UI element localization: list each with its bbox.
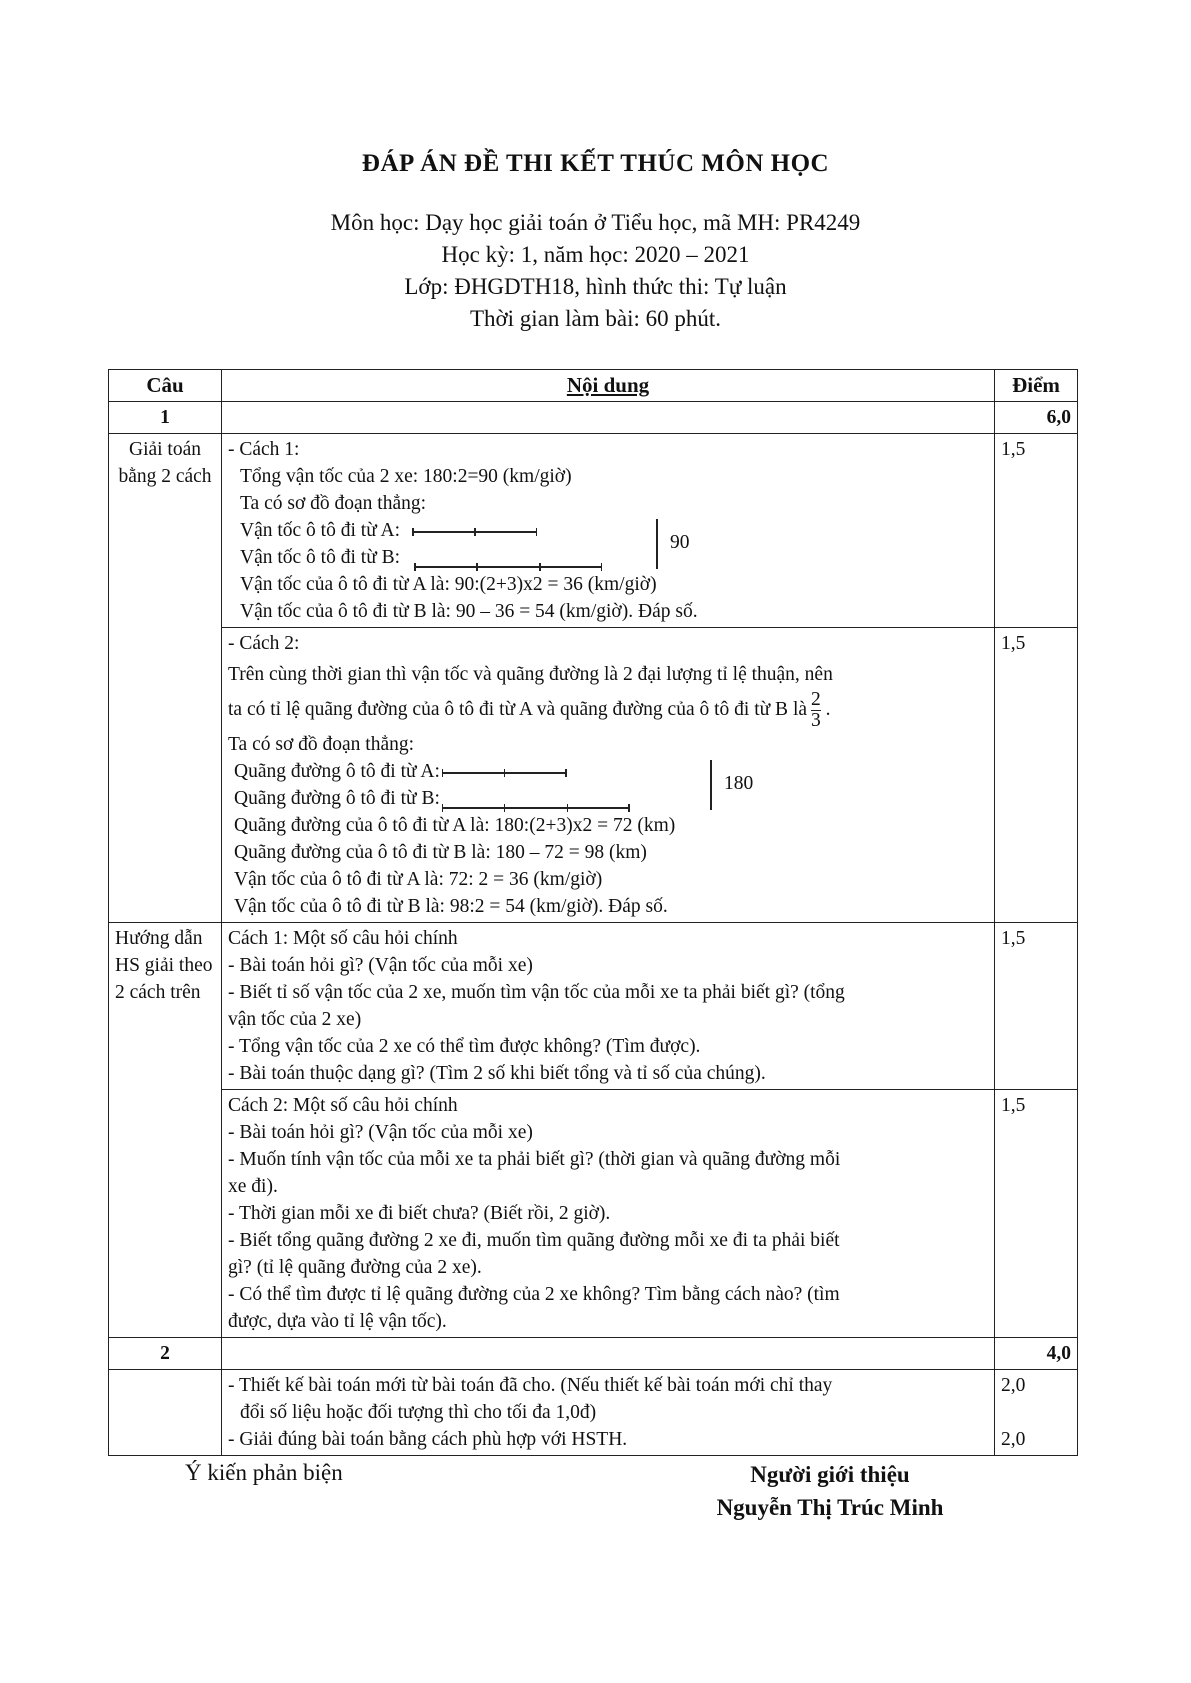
text-line: xe đi). bbox=[228, 1176, 278, 1197]
table-header-row bbox=[109, 370, 1078, 402]
text-line: Vận tốc của ô tô đi từ B là: 90 – 36 = 54 (km/giờ). Đáp số. bbox=[240, 601, 698, 622]
text-line: Quãng đường của ô tô đi từ B là: 180 – 72 = 98 (km) bbox=[234, 842, 647, 863]
text-line: Cách 1: Một số câu hỏi chính bbox=[228, 928, 458, 949]
segment-b bbox=[442, 807, 630, 809]
brace bbox=[704, 760, 712, 810]
content-cell bbox=[222, 434, 995, 628]
fraction-denominator: 3 bbox=[811, 710, 821, 731]
brace-total: 180 bbox=[724, 773, 754, 794]
text-line: đổi số liệu hoặc đối tượng thì cho tối đa 1,0đ) bbox=[240, 1402, 597, 1423]
question-number: 2 bbox=[109, 1338, 222, 1370]
text-line: - Thời gian mỗi xe đi biết chưa? (Biết rồi, 2 giờ). bbox=[228, 1203, 611, 1224]
brace-total: 90 bbox=[670, 532, 690, 553]
text-line: - Tổng vận tốc của 2 xe có thể tìm được không? (Tìm được). bbox=[228, 1036, 701, 1057]
row-score: 2,0 bbox=[1001, 1375, 1026, 1396]
text-line: - Biết tỉ số vận tốc của 2 xe, muốn tìm vận tốc của mỗi xe ta phải biết gì? (tổng bbox=[228, 982, 845, 1003]
semester-line: Học kỳ: 1, năm học: 2020 – 2021 bbox=[441, 242, 750, 267]
col-header-score: Điểm bbox=[995, 370, 1078, 402]
question-score: 6,0 bbox=[995, 402, 1078, 434]
table-row bbox=[109, 1338, 1078, 1370]
introducer-name: Nguyễn Thị Trúc Minh bbox=[716, 1495, 944, 1520]
segment-diagram bbox=[234, 758, 988, 812]
text-line: Vận tốc của ô tô đi từ B là: 98:2 = 54 (km/giờ). Đáp số. bbox=[234, 896, 668, 917]
text-line: gì? (tỉ lệ quãng đường của 2 xe). bbox=[228, 1257, 482, 1278]
text-line: - Bài toán thuộc dạng gì? (Tìm 2 số khi biết tổng và tỉ số của chúng). bbox=[228, 1063, 766, 1084]
text-line: - Bài toán hỏi gì? (Vận tốc của mỗi xe) bbox=[228, 1122, 533, 1143]
text-line: ta có tỉ lệ quãng đường của ô tô đi từ A và quãng đường của ô tô đi từ B là bbox=[228, 698, 808, 720]
segment-a bbox=[442, 772, 567, 774]
content-cell: - Cách 2: Trên cùng thời gian thì vận tốc và quãng đường là 2 đại lượng tỉ lệ thuận, nên ta có tỉ lệ quãng đường của ô tô đi từ A và quãng đường của ô tô đi từ B là $\frac{2}{3}$ . Ta có sơ đồ đoạn thẳng: Quãng đường ô tô đi từ A: Quãng đường ô tô đi từ B: 180 Quãng đường của ô tô đi từ A là: 180:(2+3)x2 = 72 (km) Quãng đường của ô tô đi từ B là: 180 – 72 = 98 (km) Vận tốc của ô tô đi từ A là: 72: 2 = 36 (km/giờ) Vận tốc của ô tô đi từ B là: 98:2 = 54 (km/giờ). Đáp số. bbox=[222, 628, 995, 923]
text-line: - Cách 1: bbox=[228, 439, 300, 460]
fraction-numerator: 2 bbox=[811, 689, 821, 710]
row-score: 1,5 bbox=[995, 628, 1078, 923]
text-line: Tổng vận tốc của 2 xe: 180:2=90 (km/giờ) bbox=[240, 466, 572, 487]
reviewer-label: Ý kiến phản biện bbox=[185, 1460, 343, 1485]
text-line: - Cách 2: bbox=[228, 633, 300, 654]
row-label: Hướng dẫn HS giải theo 2 cách trên bbox=[109, 923, 222, 1338]
class-line: Lớp: ĐHGDTH18, hình thức thi: Tự luận bbox=[404, 274, 787, 299]
text-line: Ta có sơ đồ đoạn thẳng: bbox=[228, 734, 415, 755]
content-cell bbox=[222, 923, 995, 1090]
subject-line: Môn học: Dạy học giải toán ở Tiểu học, mã MH: PR4249 bbox=[330, 210, 861, 235]
text-line: Quãng đường của ô tô đi từ A là: 180:(2+3)x2 = 72 (km) bbox=[234, 815, 676, 836]
question-number: 1 bbox=[109, 402, 222, 434]
row-score: 1,5 bbox=[995, 1090, 1078, 1338]
empty-cell bbox=[222, 1338, 995, 1370]
text-line: Vận tốc của ô tô đi từ A là: 90:(2+3)x2 = 36 (km/giờ) bbox=[240, 574, 657, 595]
row-score: 1,5 bbox=[995, 434, 1078, 628]
answer-table bbox=[108, 369, 1078, 1456]
text-line: Ta có sơ đồ đoạn thẳng: bbox=[240, 493, 427, 514]
col-header-content: Nội dung bbox=[222, 370, 995, 402]
text-line: - Có thể tìm được tỉ lệ quãng đường của 2 xe không? Tìm bằng cách nào? (tìm bbox=[228, 1284, 840, 1305]
document-title: ĐÁP ÁN ĐỀ THI KẾT THÚC MÔN HỌC bbox=[361, 150, 830, 177]
content-cell bbox=[222, 1090, 995, 1338]
text-line: - Thiết kế bài toán mới từ bài toán đã cho. (Nếu thiết kế bài toán mới chỉ thay bbox=[228, 1375, 833, 1396]
text-line: vận tốc của 2 xe) bbox=[228, 1009, 362, 1030]
text-line: được, dựa vào tỉ lệ vận tốc). bbox=[228, 1311, 447, 1332]
score-cell bbox=[995, 1370, 1078, 1456]
text-line: Trên cùng thời gian thì vận tốc và quãng đường là 2 đại lượng tỉ lệ thuận, nên bbox=[228, 664, 833, 685]
question-score: 4,0 bbox=[995, 1338, 1078, 1370]
duration-line: Thời gian làm bài: 60 phút. bbox=[469, 306, 722, 331]
text-line: - Bài toán hỏi gì? (Vận tốc của mỗi xe) bbox=[228, 955, 533, 976]
col-header-question: Câu bbox=[109, 370, 222, 402]
table-row bbox=[109, 402, 1078, 434]
row-label: Giải toán bằng 2 cách bbox=[109, 434, 222, 923]
text-line: Quãng đường ô tô đi từ B: bbox=[234, 788, 440, 809]
segment-b bbox=[414, 566, 602, 568]
text-line: Quãng đường ô tô đi từ A: bbox=[234, 761, 440, 782]
text-line: Vận tốc của ô tô đi từ A là: 72: 2 = 36 (km/giờ) bbox=[234, 869, 603, 890]
row-score: 2,0 bbox=[1001, 1429, 1026, 1450]
segment-diagram bbox=[240, 517, 988, 571]
empty-cell bbox=[222, 402, 995, 434]
table-row bbox=[109, 1090, 1078, 1338]
text-line: - Biết tổng quãng đường 2 xe đi, muốn tìm quãng đường mỗi xe đi ta phải biết bbox=[228, 1230, 840, 1251]
fraction bbox=[811, 690, 821, 731]
text-line: - Muốn tính vận tốc của mỗi xe ta phải biết gì? (thời gian và quãng đường mỗi bbox=[228, 1149, 841, 1170]
row-score: 1,5 bbox=[995, 923, 1078, 1090]
introducer-title: Người giới thiệu bbox=[750, 1462, 910, 1487]
table-row bbox=[109, 923, 1078, 1090]
text-line: Cách 2: Một số câu hỏi chính bbox=[228, 1095, 458, 1116]
table-row bbox=[109, 1370, 1078, 1456]
text-line: Vận tốc ô tô đi từ A: bbox=[240, 520, 401, 541]
text-line: Vận tốc ô tô đi từ B: bbox=[240, 547, 401, 568]
text-line: - Giải đúng bài toán bằng cách phù hợp với HSTH. bbox=[228, 1429, 628, 1450]
empty-cell bbox=[109, 1370, 222, 1456]
segment-a bbox=[412, 531, 537, 533]
table-row bbox=[109, 434, 1078, 628]
brace bbox=[650, 519, 658, 569]
table-row bbox=[109, 628, 1078, 923]
content-cell bbox=[222, 1370, 995, 1456]
